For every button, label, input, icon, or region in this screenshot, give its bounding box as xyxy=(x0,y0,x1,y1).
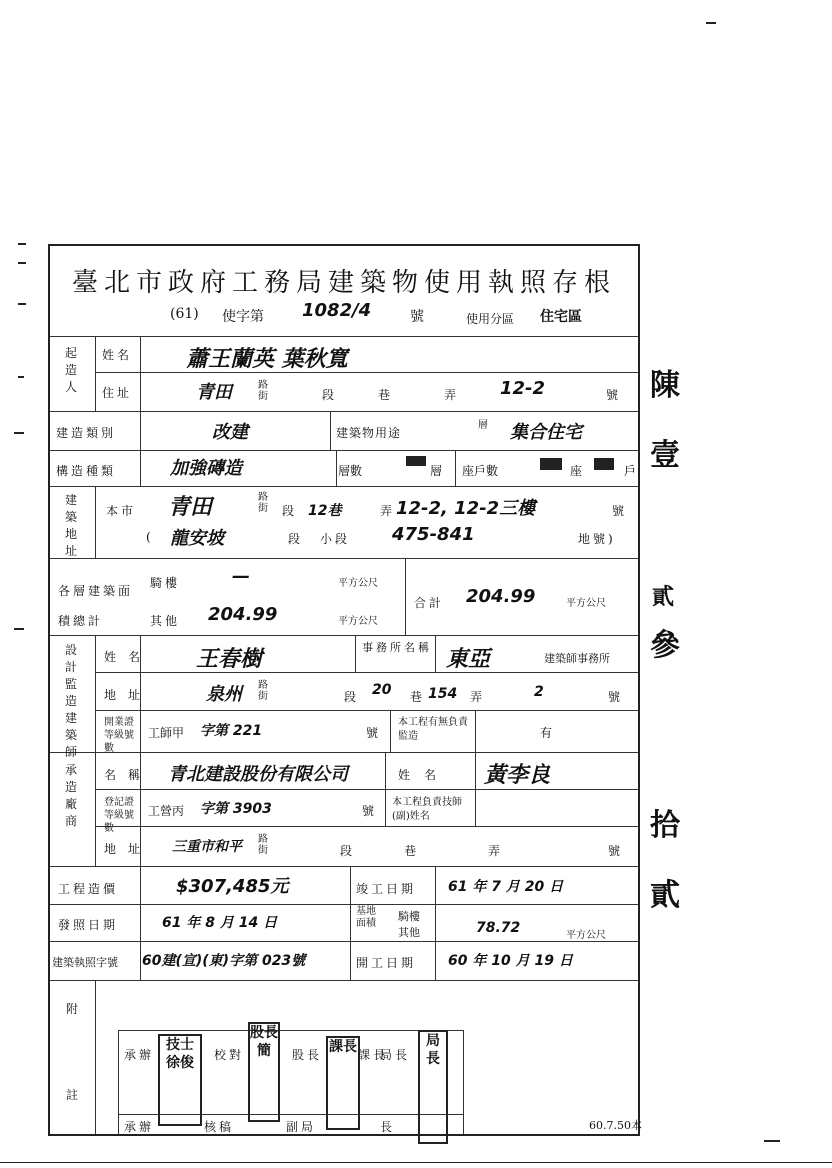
site-city: 本市 xyxy=(106,504,137,518)
designer-sec-label: 段 xyxy=(344,690,360,704)
zone-label: 使用分區 xyxy=(466,312,515,326)
reviewer-bottom-label: 長 xyxy=(380,1120,396,1134)
scan-mark xyxy=(18,243,26,245)
contractor-name: 青北建設股份有限公司 xyxy=(168,764,348,785)
designer-office-label: 事務所名稱 xyxy=(362,641,432,654)
rule xyxy=(390,710,391,752)
category-value: 改建 xyxy=(212,422,248,443)
reviewer-bottom-label: 副局 xyxy=(286,1120,317,1134)
rule xyxy=(50,980,638,981)
designer-section-label: 設計監造建築師 xyxy=(64,643,77,759)
scan-mark xyxy=(14,628,24,630)
ink-blot xyxy=(406,456,426,466)
rule xyxy=(455,450,456,486)
designer-name-label: 姓名 xyxy=(104,650,153,664)
site-road-label: 路街 xyxy=(258,492,271,514)
rule xyxy=(140,635,141,866)
permit-value: 60建(宣)(東)字第 023號 xyxy=(142,953,306,969)
contractor-address-label: 地址 xyxy=(104,842,153,856)
officer-label: 課長 xyxy=(358,1048,389,1062)
contractor-alley-label: 弄 xyxy=(488,844,504,858)
reviewer-stamp: 課長 xyxy=(326,1036,360,1130)
scan-mark xyxy=(18,376,24,378)
contractor-address: 三重市和平 xyxy=(172,839,242,855)
start-label: 開工日期 xyxy=(356,956,417,970)
applicant-address-label: 住址 xyxy=(102,386,133,400)
margin-char: 拾 xyxy=(650,808,680,843)
base-arcade-label: 騎樓 xyxy=(398,910,420,923)
permit-number: 1082/4 xyxy=(302,300,372,321)
reviewer-bottom-label: 核稿 xyxy=(204,1120,235,1134)
page-edge xyxy=(0,1162,832,1163)
structure-value: 加強磚造 xyxy=(170,458,242,479)
rule xyxy=(95,826,638,827)
contractor-registration-no-label: 號 xyxy=(362,804,378,818)
floors-label: 層數 xyxy=(338,464,363,478)
floors-unit: 層 xyxy=(430,464,446,478)
contractor-lane-label: 巷 xyxy=(404,844,420,858)
designer-license-no-label: 號 xyxy=(366,726,382,740)
rule xyxy=(95,635,96,866)
site-land-subsec-label: 小段 xyxy=(320,532,351,546)
reviewer-stamp: 技士 徐俊 xyxy=(158,1034,202,1126)
margin-char: 壹 xyxy=(650,438,680,473)
applicant-address-number: 12-2 xyxy=(500,378,546,399)
area-other-unit: 平方公尺 xyxy=(338,616,378,627)
site-land-sec-label: 段 xyxy=(288,532,304,546)
scan-mark xyxy=(18,262,26,264)
officer-label: 承辦 xyxy=(124,1048,155,1062)
rule xyxy=(50,635,638,636)
permit-year: (61) xyxy=(170,306,199,322)
completion-value: 61 年 7 月 20 日 xyxy=(448,879,564,895)
scan-mark xyxy=(18,303,26,305)
contractor-tech-label: 本工程負責技師(副)姓名 xyxy=(392,797,462,822)
start-value: 60 年 10 月 19 日 xyxy=(448,953,573,969)
area-other-value: 204.99 xyxy=(208,604,278,625)
rule xyxy=(350,866,351,980)
footer-code: 60.7.50本 xyxy=(589,1119,642,1132)
designer-no-label: 號 xyxy=(608,690,624,704)
site-number: 12-2, 12-2三樓 xyxy=(396,498,536,519)
base-unit: 平方公尺 xyxy=(566,930,606,941)
site-lane: 12巷 xyxy=(308,503,342,519)
permit-prefix: 使字第 xyxy=(222,309,264,325)
form-title: 臺北市政府工務局建築物使用執照存根 xyxy=(71,268,616,298)
area-total-unit: 平方公尺 xyxy=(566,598,606,609)
units-label: 座戶數 xyxy=(462,464,499,478)
area-arcade-label: 騎樓 xyxy=(150,576,181,590)
contractor-person: 黃李良 xyxy=(484,763,551,788)
rule xyxy=(95,336,96,411)
site-section-label: 建築地址 xyxy=(64,493,77,558)
applicant-section-label: 起造人 xyxy=(64,346,77,394)
area-other-label: 其他 xyxy=(150,614,181,628)
rule xyxy=(95,789,638,790)
designer-number: 2 xyxy=(534,684,544,700)
officer-label: 校對 xyxy=(214,1048,245,1062)
applicant-section-unit: 段 xyxy=(322,388,338,402)
designer-office-suffix: 建築師事務所 xyxy=(544,652,610,665)
issue-value: 61 年 8 月 14 日 xyxy=(162,915,278,931)
applicant-alley-unit: 弄 xyxy=(444,388,460,402)
contractor-name-label: 名稱 xyxy=(104,768,153,782)
reviewer-stamp: 局長 xyxy=(418,1030,448,1144)
units-seat: 座 xyxy=(570,464,586,478)
designer-lane-label: 巷 xyxy=(410,690,426,704)
units-household: 戶 xyxy=(624,464,640,478)
permit-suffix: 號 xyxy=(410,309,424,325)
rule xyxy=(50,558,638,559)
area-arcade-value: — xyxy=(232,566,250,587)
rule xyxy=(140,866,141,980)
applicant-road-label: 路街 xyxy=(258,380,271,402)
margin-char: 陳 xyxy=(650,368,680,403)
applicant-name: 蕭王蘭英 葉秋寬 xyxy=(186,347,348,372)
site-land-number: 475-841 xyxy=(392,524,475,545)
designer-lane: 20 xyxy=(372,682,392,698)
applicant-lane-unit: 巷 xyxy=(378,388,394,402)
designer-license-value: 工師甲 xyxy=(148,726,185,740)
area-section-label: 各層建築面積總計 xyxy=(58,584,134,628)
contractor-section-label: 承造廠商 xyxy=(64,763,77,828)
designer-alley-label: 弄 xyxy=(470,690,486,704)
designer-supervision-value: 有 xyxy=(540,726,556,740)
rule xyxy=(330,411,331,450)
rule xyxy=(95,372,638,373)
rule xyxy=(50,336,638,337)
issue-label: 發照日期 xyxy=(58,918,119,932)
contractor-no-label: 號 xyxy=(608,844,624,858)
applicant-address-city: 青田 xyxy=(196,382,232,403)
margin-char: 貳 xyxy=(650,878,680,913)
officer-label: 局長 xyxy=(380,1048,411,1062)
contractor-registration-number: 字第 3903 xyxy=(200,801,272,817)
rule xyxy=(50,941,638,942)
structure-label: 構造種類 xyxy=(56,464,117,478)
margin-char: 參 xyxy=(650,628,680,663)
rule xyxy=(475,710,476,752)
ink-blot xyxy=(594,458,614,470)
rule xyxy=(50,866,638,867)
site-land-no-label: 地號) xyxy=(578,532,616,546)
area-arcade-unit: 平方公尺 xyxy=(338,578,378,589)
site-road: 青田 xyxy=(168,495,213,520)
rule xyxy=(405,558,406,635)
contractor-road-label: 路街 xyxy=(258,834,271,856)
rule xyxy=(355,635,356,672)
rule xyxy=(435,866,436,980)
base-area-label: 基地面積 xyxy=(356,906,376,929)
base-other-value: 78.72 xyxy=(476,920,521,936)
ink-blot xyxy=(540,458,562,470)
rule xyxy=(95,980,96,1134)
rule xyxy=(95,672,638,673)
margin-char: 貳 xyxy=(652,584,675,610)
reviewer-stamp: 股長 簡 xyxy=(248,1022,280,1122)
site-alley-label: 弄 xyxy=(380,504,396,518)
area-total-value: 204.99 xyxy=(466,586,536,607)
scan-mark xyxy=(764,1140,780,1142)
rule xyxy=(50,411,638,412)
use-floor-unit: 層 xyxy=(478,420,491,431)
site-land-section: 龍安坡 xyxy=(170,528,224,549)
contractor-registration-label: 登記證等級號數 xyxy=(104,797,134,834)
designer-alley: 154 xyxy=(428,686,458,702)
rule xyxy=(385,752,386,826)
remark-label: 註 xyxy=(66,1088,82,1102)
base-other-label: 其他 xyxy=(398,926,420,939)
designer-road-label: 路街 xyxy=(258,680,271,702)
scan-mark xyxy=(706,22,716,24)
contractor-registration-value: 工營丙 xyxy=(148,804,185,818)
rule xyxy=(50,904,638,905)
designer-address-city: 泉州 xyxy=(206,684,242,705)
contractor-person-label: 姓名 xyxy=(398,768,451,782)
applicant-no-unit: 號 xyxy=(606,388,622,402)
rule xyxy=(336,450,337,486)
permit-label: 建築執照字號 xyxy=(52,956,118,969)
rule xyxy=(95,710,638,711)
rule xyxy=(50,486,638,487)
site-land-open: ( xyxy=(146,530,154,544)
designer-name: 王春樹 xyxy=(196,647,263,672)
rule xyxy=(50,752,638,753)
scan-mark xyxy=(14,432,24,434)
applicant-name-label: 姓名 xyxy=(102,348,133,362)
designer-supervision-label: 本工程有無負責監造 xyxy=(398,717,468,742)
completion-label: 竣工日期 xyxy=(356,882,417,896)
designer-license-number: 字第 221 xyxy=(200,723,263,739)
designer-address-label: 地址 xyxy=(104,688,153,702)
officer-label: 股長 xyxy=(292,1048,323,1062)
zone-value: 住宅區 xyxy=(540,309,582,325)
reviewer-bottom-label: 承辦 xyxy=(124,1120,155,1134)
cost-value: $307,485元 xyxy=(176,876,289,897)
rule xyxy=(463,1030,464,1134)
category-label: 建造類別 xyxy=(56,426,117,440)
rule xyxy=(475,752,476,826)
rule xyxy=(50,450,638,451)
rule xyxy=(140,336,141,486)
appendix-label: 附 xyxy=(66,1002,82,1016)
designer-office: 東亞 xyxy=(446,647,491,672)
rule xyxy=(118,1030,463,1031)
designer-license-label: 開業證等級號數 xyxy=(104,717,134,754)
site-no-label: 號 xyxy=(612,504,628,518)
cost-label: 工程造價 xyxy=(58,882,119,896)
use-value: 集合住宅 xyxy=(510,422,582,443)
site-sec-label: 段 xyxy=(282,504,298,518)
use-label: 建築物用途 xyxy=(336,426,402,440)
rule xyxy=(95,486,96,558)
rule xyxy=(118,1030,119,1134)
contractor-sec-label: 段 xyxy=(340,844,356,858)
area-total-label: 合計 xyxy=(414,596,445,610)
rule xyxy=(435,635,436,672)
